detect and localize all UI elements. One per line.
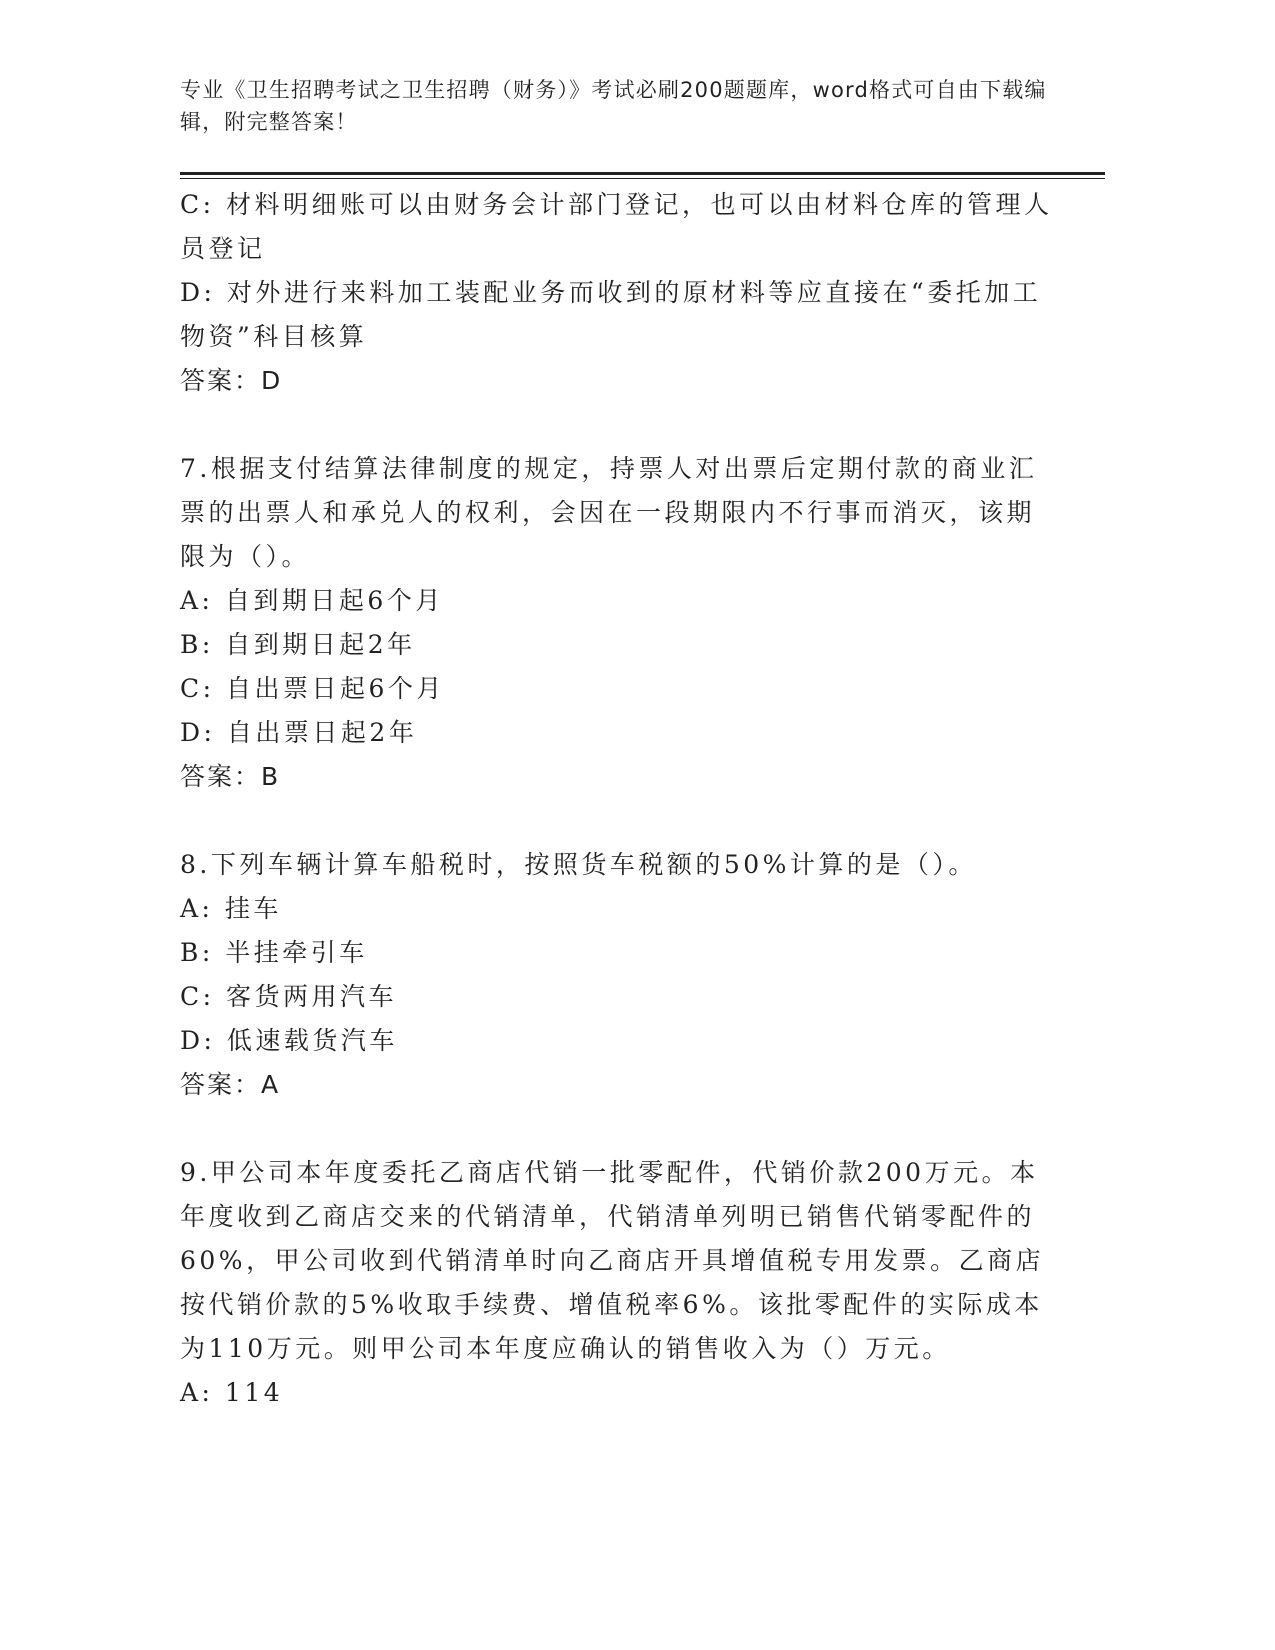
question-9 — [180, 1151, 1060, 1415]
option-c: C: 自出票日起6个月 — [180, 674, 445, 703]
question-7 — [180, 447, 1060, 799]
spacer — [180, 799, 1060, 843]
option-d: D: 低速载货汽车 — [180, 1026, 398, 1055]
answer: 答案：B — [180, 762, 281, 791]
answer: 答案：D — [180, 366, 283, 395]
option-a: A: 114 — [180, 1378, 284, 1407]
option-a: A: 挂车 — [180, 894, 282, 923]
document-body — [180, 183, 1060, 1415]
header-rule-thick — [180, 172, 1105, 175]
document-header — [180, 74, 1050, 138]
question-stem: 8.下列车辆计算车船税时，按照货车税额的50%计算的是（）。 — [180, 850, 977, 879]
option-c: C: 材料明细账可以由财务会计部门登记，也可以由材料仓库的管理人员登记 — [180, 190, 1053, 263]
option-a: A: 自到期日起6个月 — [180, 586, 444, 615]
option-b: B: 半挂牵引车 — [180, 938, 368, 967]
option-d: D: 对外进行来料加工装配业务而收到的原材料等应直接在“委托加工物资”科目核算 — [180, 278, 1042, 351]
question-8 — [180, 843, 1060, 1107]
question-6-continued — [180, 183, 1060, 403]
option-d: D: 自出票日起2年 — [180, 718, 418, 747]
option-c: C: 客货两用汽车 — [180, 982, 397, 1011]
header-rule-thin — [180, 178, 1105, 179]
option-b: B: 自到期日起2年 — [180, 630, 416, 659]
spacer — [180, 403, 1060, 447]
question-stem: 7.根据支付结算法律制度的规定，持票人对出票后定期付款的商业汇票的出票人和承兑人的权利，会因在一段期限内不行事而消灭，该期限为（）。 — [180, 454, 1038, 571]
answer: 答案：A — [180, 1070, 281, 1099]
document-title: 专业《卫生招聘考试之卫生招聘（财务）》考试必刷200题题库，word格式可自由下载编辑，附完整答案！ — [180, 78, 1047, 134]
spacer — [180, 1107, 1060, 1151]
question-stem: 9.甲公司本年度委托乙商店代销一批零配件，代销价款200万元。本年度收到乙商店交来的代销清单，代销清单列明已销售代销零配件的60%，甲公司收到代销清单时向乙商店开具增值税专用发票。乙商店按代销价款的5%收取手续费、增值税率6%。该批零配件的实际成本为110万元。则甲公司本年度应确认的销售收入为（）万元。 — [180, 1158, 1045, 1363]
